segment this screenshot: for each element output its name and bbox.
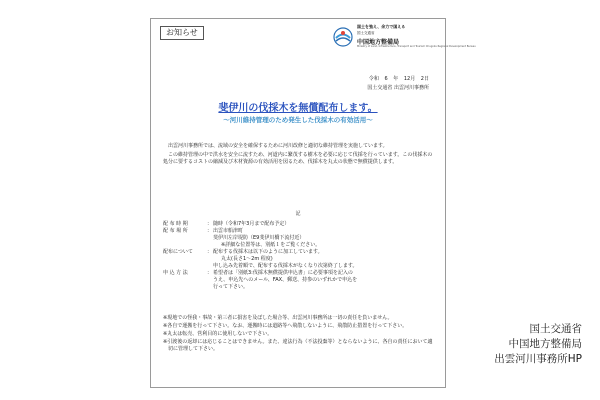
detail-label: 申 込 方 法 (163, 270, 188, 276)
notice-issuer: 国土交通省 出雲河川事務所 (367, 85, 429, 91)
notice-title: 斐伊川の伐採木を無償配布します。 (218, 103, 378, 114)
note-item: ※丸太は転売、営利目的に使用しないで下さい。 (163, 331, 273, 337)
notice-date: 令和 6 年 12月 2日 (368, 76, 429, 82)
source-caption (494, 322, 582, 367)
detail-value: 配布する伐採木は以下のように加工しています。 (213, 249, 323, 255)
detail-value: 希望者は「別紙3:伐採木無償提供申込書」に必要事項を記入の (213, 270, 353, 276)
detail-label: 配 布 時 期 (163, 221, 188, 227)
org-bureau: 中国地方整備局 (357, 39, 400, 46)
body-paragraph: この維持管理の中で洪水を安全に流すため、河道内に繁茂する樹木を必要に応じて伐採を行っています。この伐採木の処分に要するコストの縮減及び木材資源の有効活用を図るため、伐採木を丸太の状態で無償提供します。 (163, 152, 433, 166)
body-paragraph: 出雲河川事務所では、流域の安全を確保するために河川改修と適切な維持管理を実施しています。 (168, 143, 388, 149)
detail-row-apply (163, 270, 433, 277)
detail-separator: ： (207, 221, 213, 227)
distribution-details (163, 221, 433, 291)
detail-value: 随時（令和7年3月まで配布予定） (213, 221, 290, 227)
detail-value: 斐伊川左岸堤防（E9斐伊川橋下流付近） (213, 235, 305, 241)
note-item: ※引渡後の返却には応じることはできません。また、違法行為（不法投棄等）とならないように、各自の責任において適切に管理して下さい。 (163, 339, 433, 352)
detail-label: 配布について (163, 249, 193, 255)
notice-label: お知らせ (160, 26, 204, 40)
detail-row-period (163, 221, 433, 228)
detail-row-about (163, 249, 433, 256)
notice-document (150, 18, 476, 388)
detail-value: 出雲市船津町 (213, 228, 244, 234)
detail-value: ※詳細な位置等は、別紙１をご覧ください。 (221, 242, 321, 248)
detail-label: 配 布 場 所 (163, 228, 188, 234)
note-item: ※現地での怪我・事故・第三者に損害を及ぼした場合等、出雲河川事務所は一切の責任を負いません。 (163, 315, 393, 321)
record-mark: 記 (295, 211, 301, 217)
detail-value: 丸太(長さ1～2m 程度) (221, 256, 273, 262)
org-slogan: 国土を強え、余力で国える (357, 24, 406, 29)
caption-bureau: 中国地方整備局 (508, 338, 582, 350)
detail-row-place (163, 228, 433, 235)
detail-value: うえ、申込先へのメール、FAX、郵送、持参のいずれかで申込を (213, 277, 358, 283)
notes (163, 315, 433, 354)
notice-body (163, 143, 433, 169)
detail-separator: ： (207, 228, 213, 234)
detail-value: 申し込み先着順で、配布する伐採木がなくなり次第終了します。 (213, 263, 358, 269)
detail-value: 行って下さい。 (213, 284, 249, 290)
detail-separator: ： (207, 270, 213, 276)
org-name-english: Ministry of Land, Infrastructure, Transport and Tourism Chugoku Regional Development Bureau (357, 45, 476, 48)
mlit-logo-icon (333, 27, 353, 47)
detail-separator: ： (207, 249, 213, 255)
org-header (333, 23, 476, 55)
notice-subtitle: ～河川維持管理のため発生した伐採木の有効活用～ (223, 116, 373, 124)
org-name: 国土交通省 (357, 31, 375, 35)
caption-ministry: 国土交通省 (529, 323, 582, 335)
caption-office: 出雲河川事務所HP (494, 353, 582, 365)
note-item: ※各自で運搬を行って下さい。なお、運搬時には道路等へ飛散しないように、飛散防止措置を行って下さい。 (163, 323, 408, 329)
